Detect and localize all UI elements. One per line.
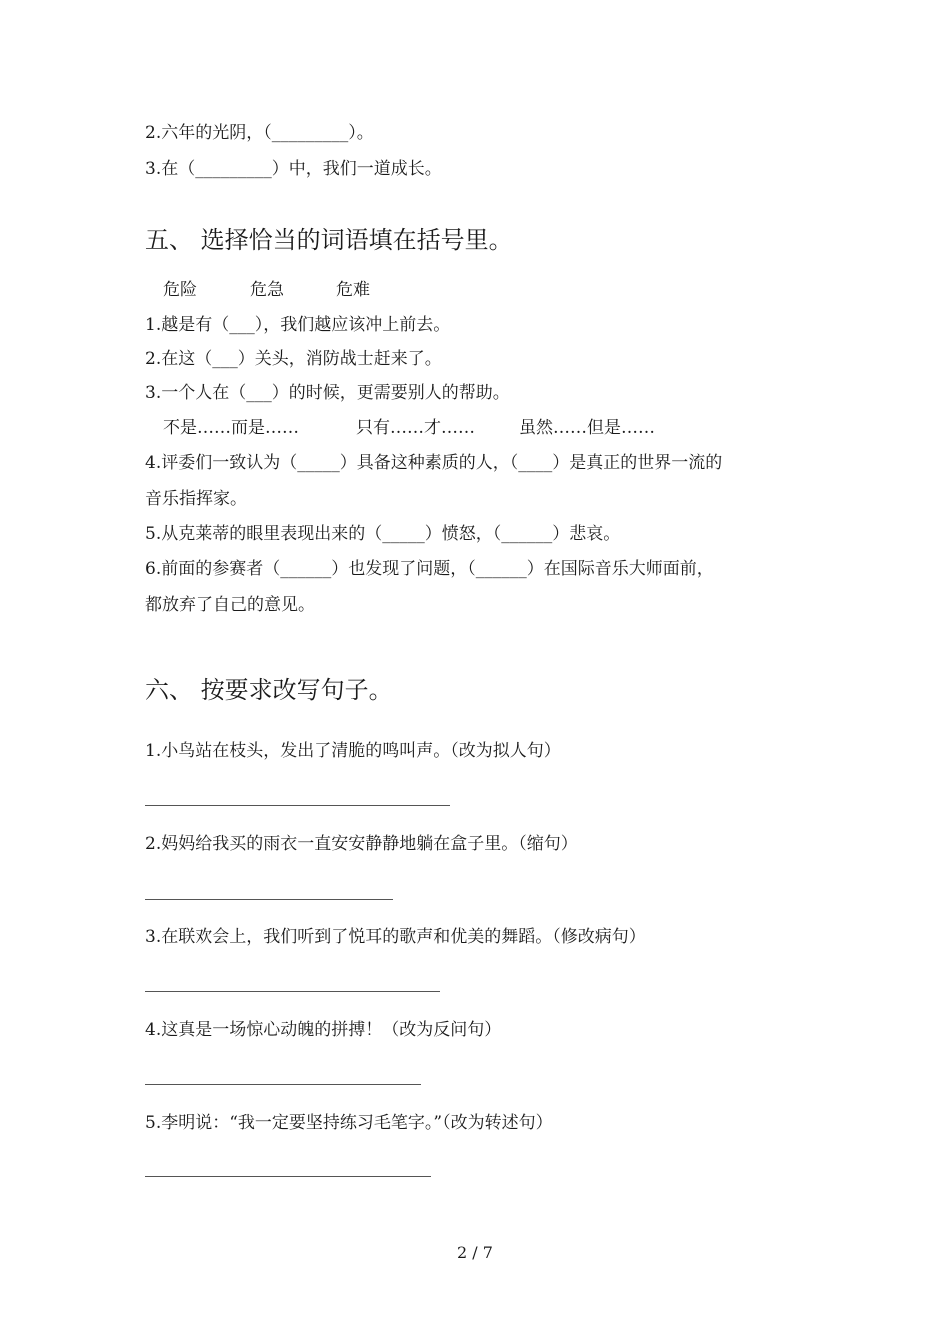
rewrite-item-1: 1.小鸟站在枝头，发出了清脆的鸣叫声。（改为拟人句） [145,741,561,761]
question-item-continuation: 音乐指挥家。 [145,489,247,509]
section-5-title: 五、 选择恰当的词语填在括号里。 [145,226,513,254]
answer-line[interactable] [145,899,393,900]
question-item: 3.一个人在（___）的时候，更需要别人的帮助。 [145,383,510,403]
page-number: 2 / 7 [457,1243,493,1262]
question-item: 4.评委们一致认为（_____）具备这种素质的人，（____）是真正的世界一流的 [145,453,723,473]
answer-line[interactable] [145,1084,421,1085]
question-item: 1.越是有（___），我们越应该冲上前去。 [145,315,451,335]
rewrite-item-3: 3.在联欢会上，我们听到了悦耳的歌声和优美的舞蹈。（修改病句） [145,927,646,947]
word-option-3: 危难 [336,280,370,300]
conjunction-option-1: 不是……而是…… [163,418,299,438]
answer-line[interactable] [145,991,440,992]
fill-item-2: 2.六年的光阴，（_________）。 [145,123,374,143]
rewrite-item-5: 5.李明说：“我一定要坚持练习毛笔字。”（改为转述句） [145,1113,553,1133]
question-item: 5.从克莱蒂的眼里表现出来的（_____）愤怒，（______）悲哀。 [145,524,621,544]
fill-item-3: 3.在（_________）中，我们一道成长。 [145,159,442,179]
conjunction-option-3: 虽然……但是…… [519,418,655,438]
word-option-1: 危险 [163,280,197,300]
question-item-continuation: 都放弃了自己的意见。 [145,595,315,615]
answer-line[interactable] [145,1176,431,1177]
question-item: 2.在这（___）关头，消防战士赶来了。 [145,349,442,369]
answer-line[interactable] [145,805,450,806]
conjunction-option-2: 只有……才…… [356,418,475,438]
question-item: 6.前面的参赛者（______）也发现了问题，（______）在国际音乐大师面前， [145,559,714,579]
section-6-title: 六、 按要求改写句子。 [145,676,393,704]
rewrite-item-4: 4.这真是一场惊心动魄的拼搏！（改为反问句） [145,1020,502,1040]
rewrite-item-2: 2.妈妈给我买的雨衣一直安安静静地躺在盒子里。（缩句） [145,834,578,854]
word-option-2: 危急 [250,280,284,300]
